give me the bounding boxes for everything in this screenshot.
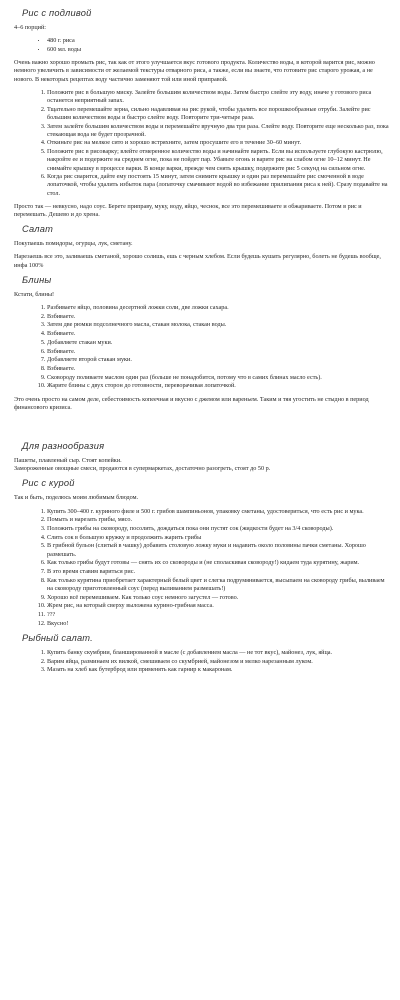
section-title: Блины — [22, 274, 52, 285]
list-item: 3. Мазать на хлеб как бутерброд или применять как гарнир к макаронам. — [47, 666, 390, 674]
list-item: • 480 г. риса — [47, 37, 390, 45]
list-item: 4. Взбиваете. — [47, 330, 390, 338]
list-item: 7. В это время ставим вариться рис. — [47, 568, 390, 576]
list-item: 10. Жарите блины с двух сторон до готовности, переворачивая лопаточкой. — [47, 382, 390, 390]
list-item: 3. Положить грибы на сковороду, посолить, дождаться пока они пустят сок (жидкости будет на 3/4 сковороды). — [47, 525, 390, 533]
list-item: 2. Тщательно перемешайте зерна, сильно надавливая на рис рукой, чтобы удалить все порошкообразные отруби. Залейте рис большим количеством воды и быстро слейте воду. Повторите три-четыре раза. — [47, 106, 390, 122]
section-title: Рис с подливой — [22, 8, 92, 18]
list-item: 6. Когда рис сварится, дайте ему постоять 15 минут, затем снимите крышку и один раз перемешайте рис смоченной в воде лопаточкой, чтобы удалить избыток пара (лопаточку смачивают водой во избежание прилипания риса к ней). Сразу подавайте на стол. — [47, 173, 390, 198]
list-item: 4. Слить сок в большую кружку и продолжить жарить грибы — [47, 534, 390, 542]
list-item: 12. Вкусно! — [47, 620, 390, 628]
list-item: 2. Помыть и нарезать грибы, мясо. — [47, 516, 390, 524]
list-item: 1. Разбиваете яйцо, половина десертной ложки соли, две ложки сахара. — [47, 304, 390, 312]
section-title: Салат — [22, 224, 54, 235]
list-item: 11. ??? — [47, 611, 390, 619]
list-item: 1. Положите рис в большую миску. Залейте большим количеством воды. Затем быстро слейте эту воду, иначе у готового риса останется неприятный запах. — [47, 89, 390, 105]
section-rice-with-gravy — [14, 8, 390, 219]
list-item: 6. Взбиваете. — [47, 348, 390, 356]
list-item: 7. Добавляете второй стакан муки. — [47, 356, 390, 364]
paragraph: Замороженные овощные смеси, продаются в супермаркетах, достаточно разогреть, стоят до 50 р. — [14, 465, 271, 473]
section-title: Рыбный салат. — [22, 632, 93, 643]
servings-text: 4–6 порций: — [14, 24, 46, 31]
ingredient-list — [14, 37, 390, 54]
section-for-variety — [14, 441, 390, 473]
section-salad — [14, 224, 390, 270]
list-item: 2. Варим яйца, разминаем их вилкой, смешиваем со скумбрией, майонезом и мелко нарезанным луком. — [47, 658, 390, 666]
section-rice-with-chicken — [14, 478, 390, 628]
list-item: 8. Как только курятина приобретает характерный белый цвет и слегка подрумянивается, высыпаем на сковороду грибы, выливаем на сковороду приготовленный соус (перед выливанием размешать!) — [47, 577, 390, 593]
steps-list — [14, 508, 390, 628]
steps-list — [14, 89, 390, 198]
paragraph: Нарезаешь все это, заливаешь сметаной, хорошо солишь, ешь с черным хлебом. Если будешь кушать регулярно, болеть не будешь вообще, инфа 100% — [14, 253, 381, 269]
list-item: 9. Сковороду поливаете маслом один раз (больше не понадобится, потому что в самих блинах масло есть). — [47, 374, 390, 382]
list-item: 4. Откиньте рис на мелкое сито и хорошо встряхните, затем просушите его в течение 30–60 минут. — [47, 139, 390, 147]
list-item: 5. Добавляете стакан муки. — [47, 339, 390, 347]
section-title: Для разнообразия — [22, 441, 105, 452]
section-pancakes — [14, 275, 390, 412]
steps-list — [14, 304, 390, 391]
list-item: 3. Затем две рюмки подсолнечного масла, стакан молока, стакан воды. — [47, 321, 390, 329]
list-item: 8. Взбиваете. — [47, 365, 390, 373]
paragraph: Очень важно хорошо промыть рис, так как от этого улучшается вкус готового продукта. Количество воды, в которой варится рис, можно немного увеличить в зависимости от желаемой текстуры отварного риса, а также, если вы знаете, что готовите рис старого урожая, а не нового. В некоторых рецептах воду частично заменяют той или иной приправой. — [14, 59, 375, 83]
section-title: Рис с курой — [22, 478, 75, 489]
paragraph: Это очень просто на самом деле, себестоимость копеечная и вкусно с джемом или вареньем. Таким и тяя угостить не стыдно в период финансового кризиса. — [14, 395, 369, 411]
paragraph: Просто так — невкусно, надо соус. Берете приправу, муку, воду, яйцо, чеснок, все это перемешиваете и обжариваете. Потом в рис и перемешать. Дешево и до хрена. — [14, 202, 362, 219]
list-item: 3. Затем залейте большим количеством воды и перемешайте вручную два три раза. Слейте воду. Повторите еще несколько раз, пока стекающая вода не будет прозрачной. — [47, 123, 390, 139]
list-item: • 600 мл. воды — [47, 46, 390, 54]
steps-list — [14, 649, 390, 675]
list-item: 1. Купить банку скумбрии, бланшированной в масле (с добавлением масла — не тот вкус), майонез, лук, яйца. — [47, 649, 390, 657]
list-item: 9. Хорошо всё перемешиваем. Как только соус немного загустел — готово. — [47, 594, 390, 602]
list-item: 6. Как только грибы будут готовы — снять их со сковороды и (не споласкивая сковороду!) кидаем туда курятину, жарим. — [47, 559, 390, 567]
paragraph: Покупаешь помидоры, огурцы, лук, сметану. — [14, 240, 133, 248]
list-item: 5. В грибной бульон (слитый в чашку) добавить столовую ложку муки и надавить около половины пачки сметаны. Хорошо размешать. — [47, 542, 390, 558]
section-fish-salad — [14, 633, 390, 675]
list-item: 1. Купить 300–400 г. куриного филе и 500 г. грибов шампиньонов, упаковку сметаны, удостовериться, что есть рис и мука. — [47, 508, 390, 516]
paragraph: Так и быть, поделюсь моим любимым блюдом. — [14, 494, 139, 502]
paragraph: Кстати, блины! — [14, 290, 55, 298]
list-item: 2. Взбиваете. — [47, 313, 390, 321]
list-item: 5. Положите рис в рисоварку; влейте отмеренное количество воды и начинайте варить. Если вы используете глубокую кастрюлю, накройте ее и подержите на среднем огне, пока не пойдет пар. Убавьте огонь и варите рис на слабом огне 10–12 минут. Не снимайте крышку в процессе варки. В конце варки, прежде чем снять крышку, подержите рис 5 секунд на сильном огне. — [47, 148, 390, 173]
list-item: 10. Жрем рис, на который сверху выложена курино-грибная масса. — [47, 602, 390, 610]
paragraph: Пашеты, плавленый сыр. Стоят копейки. — [14, 457, 122, 465]
